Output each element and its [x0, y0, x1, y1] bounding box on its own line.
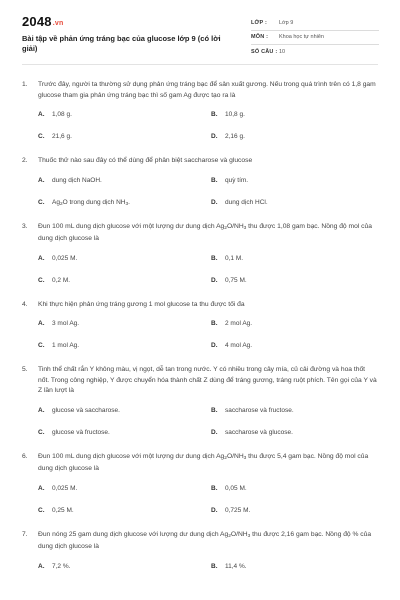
answer-row [38, 254, 378, 264]
option-letter: D. [211, 276, 218, 284]
option-text: 1,08 g. [52, 111, 72, 118]
option-letter: B. [211, 484, 218, 492]
answer-option[interactable] [38, 341, 211, 351]
option-letter: B. [211, 562, 218, 570]
question-text: Tinh thể chất rắn Y không màu, vị ngọt, dễ tan trong nước. Y có nhiều trong cây mía, củ cải đường và hoa thốt nốt. Trong công nghiệp, Y được chuyển hóa thành chất Z dùng để tráng gương, tráng ruột phích. Tên gọi của Y và Z lần lượt là [38, 366, 377, 394]
answer-option[interactable] [38, 319, 211, 329]
question-text: Đun 100 mL dung dịch glucose với một lượng dư dung dịch $Ag_2O/NH_3$ thu được 5,4 gam bạc. Nồng độ mol của dung dịch glucose là [38, 452, 369, 472]
meta-value: Lớp 9 [279, 19, 294, 26]
answer-row [38, 132, 378, 142]
option-text: saccharose và glucose. [225, 428, 293, 436]
option-text: 3 mol Ag. [52, 320, 80, 327]
meta-value: Khoa học tự nhiên [279, 34, 324, 41]
option-letter: D. [211, 198, 218, 206]
question-item [22, 222, 378, 286]
option-text: 2 mol Ag. [225, 320, 253, 327]
answer-option[interactable] [38, 406, 211, 416]
option-letter: B. [211, 254, 218, 262]
question-list [22, 80, 378, 586]
answer-option[interactable] [38, 176, 211, 186]
option-text: 0,725 M. [225, 506, 251, 514]
option-text: glucose và fructose. [52, 428, 110, 436]
answer-row [38, 110, 378, 120]
option-letter: A. [38, 176, 45, 184]
question-stem [22, 222, 378, 245]
answer-option[interactable] [211, 562, 247, 572]
question-stem [22, 156, 378, 167]
option-letter: A. [38, 562, 45, 570]
option-letter: D. [211, 342, 218, 349]
answer-options [38, 562, 378, 572]
answer-option[interactable] [38, 428, 211, 438]
option-letter: D. [211, 133, 218, 140]
question-item [22, 452, 378, 516]
option-letter: B. [211, 176, 218, 184]
answer-row [38, 341, 378, 351]
option-letter: A. [38, 406, 45, 414]
meta-table [251, 16, 379, 60]
option-text: 0,1 M. [225, 254, 244, 262]
answer-option[interactable] [211, 319, 252, 329]
question-stem [22, 530, 378, 553]
option-letter: A. [38, 484, 45, 492]
option-letter: D. [211, 506, 218, 514]
answer-options [38, 484, 378, 516]
meta-label: SỐ CÂU : [251, 49, 278, 56]
answer-option[interactable] [38, 276, 211, 286]
meta-label: MÔN : [251, 34, 269, 41]
question-item [22, 300, 378, 352]
logo-suffix: .vn [52, 20, 64, 27]
option-text: 21,6 g. [52, 133, 72, 140]
meta-label: LỚP : [251, 19, 267, 26]
question-text: Đun 100 mL dung dịch glucose với một lượng dư dung dịch $Ag_2O/NH_3$ thu được 1,08 gam bạc. Nồng độ mol của dung dịch glucose là [38, 222, 372, 242]
option-letter: C. [38, 428, 45, 436]
answer-option[interactable] [211, 198, 268, 208]
answer-option[interactable] [38, 198, 211, 208]
question-text: Khi thực hiện phản ứng tráng gương 1 mol glucose ta thu được tối đa [38, 300, 245, 308]
option-text: $Ag_2O$ trong dung dịch $NH_3$. [52, 198, 130, 207]
option-text: 0,025 M. [52, 484, 78, 492]
answer-option[interactable] [38, 132, 211, 142]
answer-row [38, 319, 378, 329]
answer-option[interactable] [211, 341, 252, 351]
option-letter: C. [38, 276, 45, 284]
answer-row [38, 176, 378, 186]
logo-text: 2048 [22, 14, 52, 29]
question-item [22, 530, 378, 572]
question-stem [22, 80, 378, 101]
answer-option[interactable] [38, 254, 211, 264]
meta-value: 10 [279, 49, 286, 56]
question-number: 5. [22, 366, 28, 373]
question-item [22, 80, 378, 142]
answer-row [38, 276, 378, 286]
option-text: dung dịch NaOH. [52, 176, 102, 184]
option-text: 0,25 M. [52, 506, 74, 514]
question-number: 7. [22, 530, 28, 538]
meta-row-count [251, 45, 379, 60]
option-text: 7,2 %. [52, 562, 71, 570]
option-text: 4 mol Ag. [225, 342, 253, 349]
option-text: 0,05 M. [225, 484, 247, 492]
answer-row [38, 428, 378, 438]
question-stem [22, 300, 378, 311]
option-text: 2,16 g. [225, 133, 245, 140]
question-item [22, 365, 378, 438]
option-text: 0,2 M. [52, 276, 71, 284]
answer-options [38, 254, 378, 286]
answer-options [38, 319, 378, 351]
question-item [22, 156, 378, 208]
answer-option[interactable] [211, 428, 293, 438]
answer-row [38, 506, 378, 516]
option-letter: B. [211, 406, 218, 414]
question-stem [22, 452, 378, 475]
answer-option[interactable] [38, 484, 211, 494]
option-letter: C. [38, 342, 45, 349]
meta-row-subject [251, 31, 379, 46]
answer-row [38, 406, 378, 416]
answer-option[interactable] [211, 110, 245, 120]
answer-option[interactable] [211, 176, 248, 186]
answer-option[interactable] [38, 562, 211, 572]
option-letter: C. [38, 506, 45, 514]
option-text: saccharose và fructose. [225, 406, 294, 414]
option-letter: B. [211, 320, 218, 327]
answer-option[interactable] [211, 484, 247, 494]
meta-row-class [251, 16, 379, 31]
question-number: 2. [22, 157, 28, 164]
answer-option[interactable] [38, 110, 211, 120]
option-letter: A. [38, 254, 45, 262]
option-text: 11,4 %. [225, 562, 247, 570]
option-text: 0,75 M. [225, 276, 247, 284]
answer-row [38, 562, 378, 572]
answer-row [38, 484, 378, 494]
answer-option[interactable] [211, 276, 247, 286]
question-number: 4. [22, 300, 28, 308]
question-number: 1. [22, 81, 28, 88]
option-letter: B. [211, 111, 218, 118]
answer-options [38, 176, 378, 208]
answer-options [38, 110, 378, 142]
option-letter: D. [211, 428, 218, 436]
worksheet-header [22, 14, 378, 58]
question-text: Đun nóng 25 gam dung dịch glucose với lượng dư dung dịch $Ag_2O/NH_3$ thu được 2,16 gam bạc. Nồng độ % của dung dịch glucose là [38, 530, 372, 550]
option-letter: A. [38, 111, 45, 118]
option-text: 1 mol Ag. [52, 342, 80, 349]
document-title: Bài tập về phản ứng tráng bạc của glucose lớp 9 (có lời giải) [22, 34, 221, 53]
answer-option[interactable] [211, 132, 245, 142]
site-logo[interactable] [22, 14, 63, 29]
question-text: Thuốc thử nào sau đây có thể dùng để phân biệt saccharose và glucose [38, 157, 253, 164]
answer-option[interactable] [211, 254, 243, 264]
question-stem [22, 365, 378, 397]
option-letter: C. [38, 133, 45, 140]
answer-option[interactable] [211, 406, 294, 416]
option-letter: C. [38, 198, 45, 206]
option-text: 10,8 g. [225, 111, 245, 118]
answer-row [38, 198, 378, 208]
question-text: Trước đây, người ta thường sử dụng phản ứng tráng bạc để sản xuất gương. Nếu trong quá trình trên có 1,8 gam glucose tham gia phản ứng tráng bạc thì số gam Ag được tạo ra là [38, 81, 376, 99]
option-text: 0,025 M. [52, 254, 78, 262]
header-divider [22, 64, 378, 65]
option-text: quỳ tím. [225, 176, 249, 184]
question-number: 6. [22, 452, 28, 460]
option-text: dung dịch HCl. [225, 198, 268, 206]
question-number: 3. [22, 222, 28, 230]
answer-option[interactable] [211, 506, 250, 516]
option-letter: A. [38, 320, 45, 327]
option-text: glucose và saccharose. [52, 406, 120, 414]
answer-options [38, 406, 378, 438]
answer-option[interactable] [38, 506, 211, 516]
